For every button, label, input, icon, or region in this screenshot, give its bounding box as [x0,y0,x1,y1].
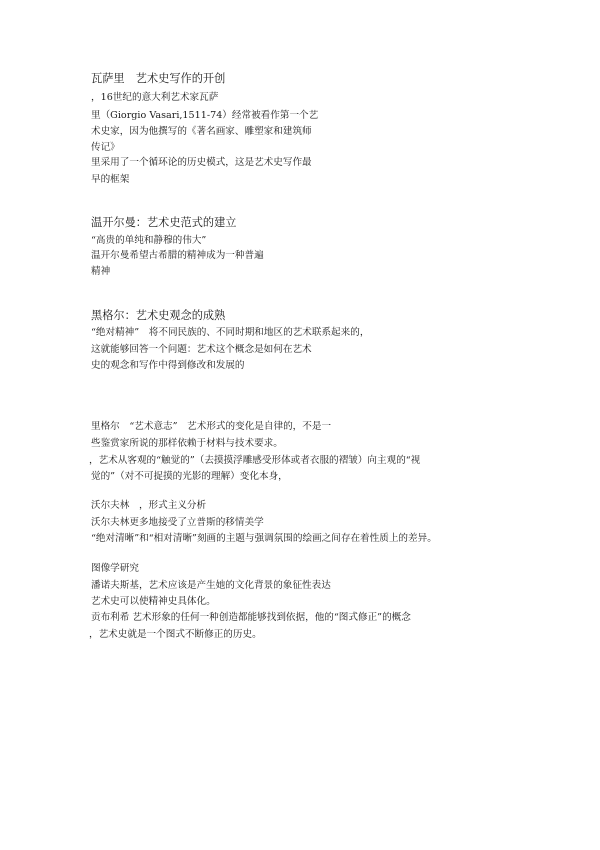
text-line: “高贵的单纯和静穆的伟大” [91,235,207,246]
section-heading-hegel: 黑格尔：艺术史观念的成熟 [91,309,226,322]
text-line: 里采用了一个循环论的历史模式，这是艺术史写作最 [91,157,312,168]
text-line: 沃尔夫林更多地接受了立普斯的移情美学 [91,517,264,528]
text-line: 温开尔曼希望古希腊的精神成为一种普遍 [91,250,264,261]
text-line: 这就能够回答一个问题：艺术这个概念是如何在艺术 [91,344,312,355]
text-line: 潘诺夫斯基，艺术应该是产生她的文化背景的象征性表达 [91,580,331,591]
text-line: 觉的”（对不可捉摸的光影的理解）变化本身， [91,471,288,482]
text-line: 些鉴赏家所说的那样依赖于材料与技术要求。 [91,438,283,449]
text-line: “绝对精神” 将不同民族的、不同时期和地区的艺术联系起来的， [91,327,370,338]
text-line: 里（Giorgio Vasari,1511-74）经常被看作第一个艺 [91,110,319,121]
text-line: 精神 [91,266,111,277]
text-line: 艺术史可以使精神史具体化。 [91,596,216,607]
text-line: 图像学研究 [91,563,139,574]
text-line: 沃尔夫林 ，形式主义分析 [91,500,207,511]
text-line: 传记》 [91,142,120,153]
text-line: 史的观念和写作中得到修改和发展的 [91,360,245,371]
text-line: 里格尔 “艺术意志” 艺术形式的变化是自律的，不是一 [91,421,332,432]
text-line: ，艺术从客观的“触觉的”（去摸摸浮雕感受形体或者衣服的褶皱）向主观的“视 [89,455,421,466]
section-heading-vasari: 瓦萨里 艺术史写作的开创 [91,72,226,85]
text-line: “绝对清晰”和“相对清晰”刻画的主题与强调氛围的绘画之间存在着性质上的差异。 [91,533,437,544]
text-line: ，16世纪的意大利艺术家瓦萨 [91,92,219,103]
text-line: 贡布利希 艺术形象的任何一种创造都能够找到依据，他的“图式修正”的概念 [91,612,411,623]
text-line: ，艺术史就是一个图式不断修正的历史。 [89,629,262,640]
text-line: 早的框架 [91,174,130,185]
section-heading-winckelmann: 温开尔曼：艺术史范式的建立 [91,216,237,229]
text-line: 术史家，因为他撰写的《著名画家、雕塑家和建筑师 [91,126,312,137]
